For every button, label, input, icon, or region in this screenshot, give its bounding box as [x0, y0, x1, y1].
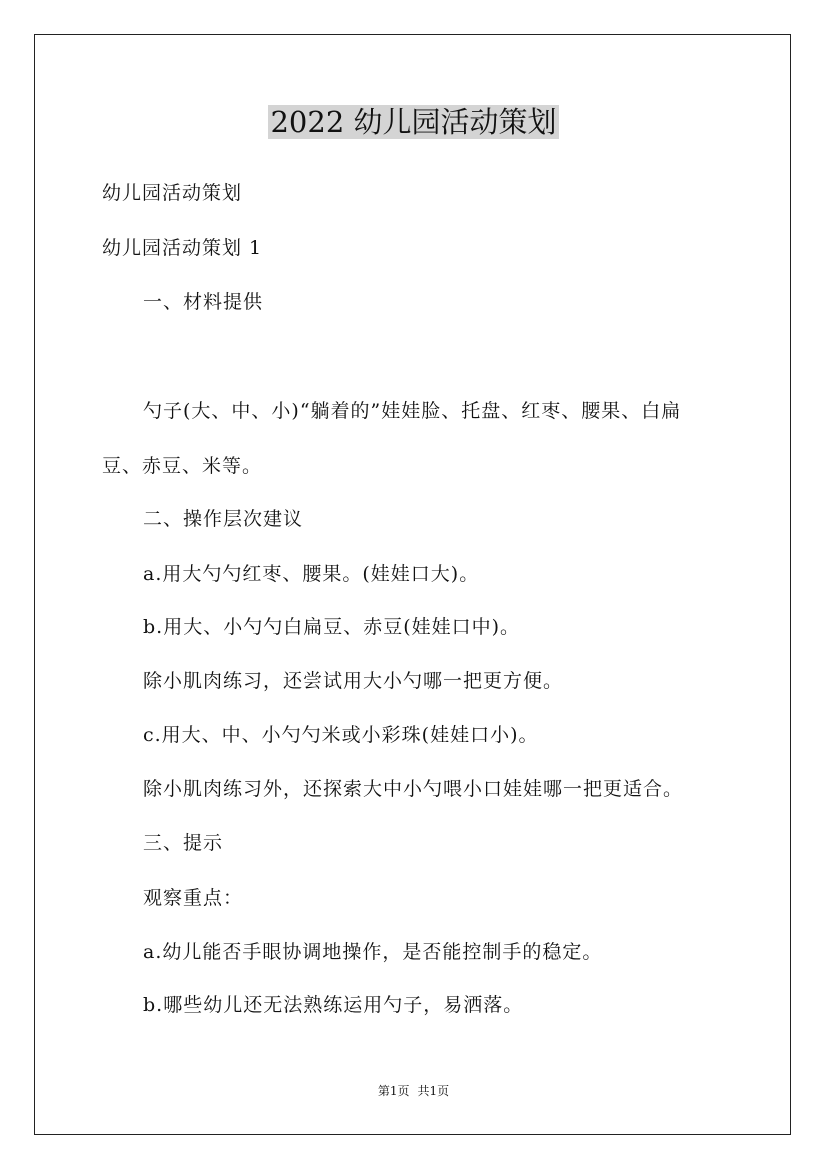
page-number: 第1页 — [377, 1084, 410, 1098]
section-heading: 三、提示 — [143, 832, 224, 854]
document-title: 2022 幼儿园活动策划 — [270, 105, 557, 139]
text-line: 观察重点： — [143, 887, 244, 909]
text-line: a.用大勺勺红枣、腰果。(娃娃口大)。 — [143, 563, 480, 585]
section-heading: 二、操作层次建议 — [143, 508, 304, 530]
section-heading: 一、材料提供 — [143, 291, 264, 313]
page-total: 共1页 — [417, 1084, 450, 1098]
text-line: b.哪些幼儿还无法熟练运用勺子，易洒落。 — [143, 994, 524, 1016]
text-line: 勺子(大、中、小)“躺着的”娃娃脸、托盘、红枣、腰果、白扁 — [143, 400, 682, 422]
text-line: 除小肌肉练习外，还探索大中小勺喂小口娃娃哪一把更适合。 — [143, 778, 684, 800]
text-line: 幼儿园活动策划 1 — [102, 237, 263, 259]
text-line: 豆、赤豆、米等。 — [102, 455, 263, 477]
text-line: 幼儿园活动策划 — [102, 182, 243, 204]
page-footer — [0, 1083, 827, 1099]
text-line: a.幼儿能否手眼协调地操作，是否能控制手的稳定。 — [143, 941, 603, 963]
text-line: b.用大、小勺勺白扁豆、赤豆(娃娃口中)。 — [143, 616, 521, 638]
text-line: c.用大、中、小勺勺米或小彩珠(娃娃口小)。 — [143, 724, 539, 746]
text-line: 除小肌肉练习，还尝试用大小勺哪一把更方便。 — [143, 670, 564, 692]
